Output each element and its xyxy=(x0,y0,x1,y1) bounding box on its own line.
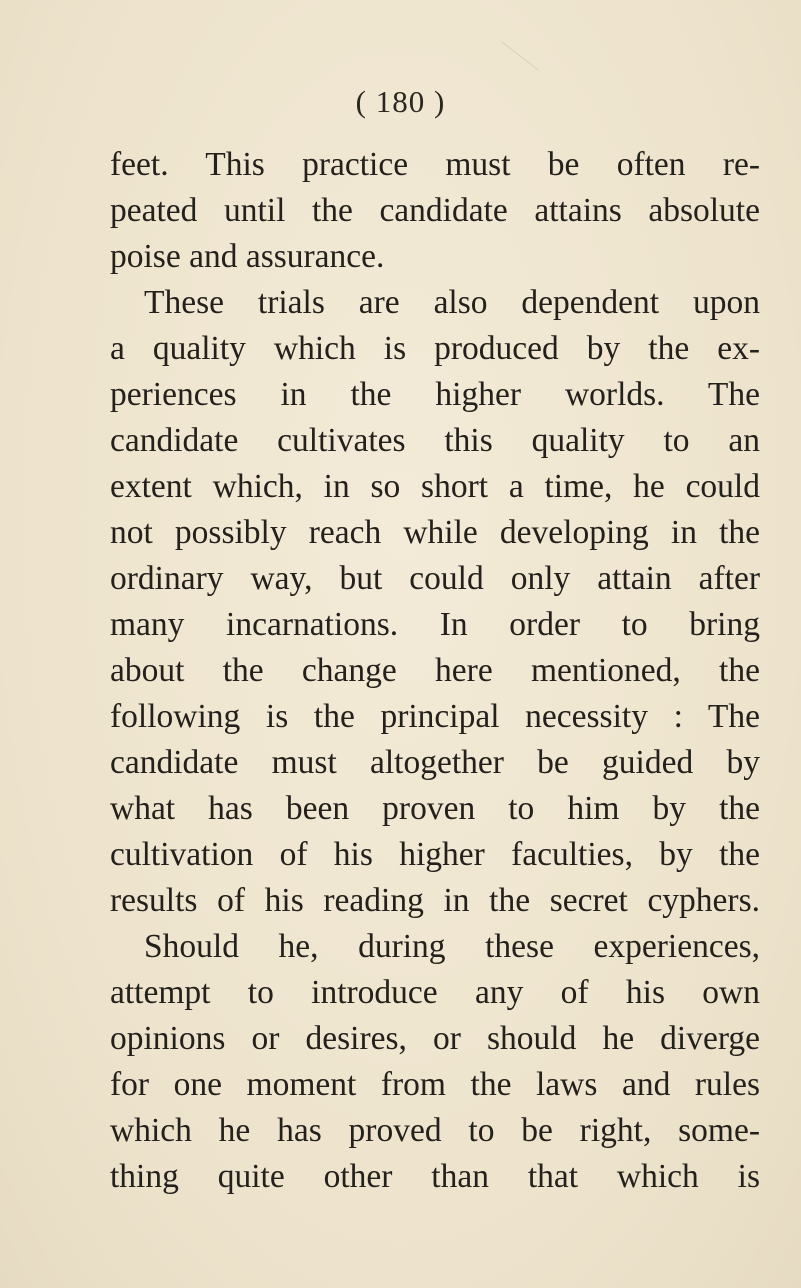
text-line: attempt to introduce any of his own xyxy=(110,974,760,1011)
text-line: Should he, during these experiences, xyxy=(144,928,760,965)
text-line: a quality which is produced by the ex- xyxy=(110,330,760,367)
text-line: extent which, in so short a time, he could xyxy=(110,468,760,505)
text-line: cultivation of his higher faculties, by the xyxy=(110,836,760,873)
text-line: many incarnations. In order to bring xyxy=(110,606,760,643)
text-line: thing quite other than that which is xyxy=(110,1158,760,1195)
text-line: These trials are also dependent upon xyxy=(144,284,760,321)
text-line: which he has proved to be right, some- xyxy=(110,1112,760,1149)
text-line: opinions or desires, or should he diverge xyxy=(110,1020,760,1057)
text-line: ordinary way, but could only attain after xyxy=(110,560,760,597)
page-number: ( 180 ) xyxy=(355,84,446,119)
text-line: periences in the higher worlds. The xyxy=(110,376,760,413)
paper-mark-icon xyxy=(500,40,540,80)
text-line: for one moment from the laws and rules xyxy=(110,1066,760,1103)
text-line: about the change here mentioned, the xyxy=(110,652,760,689)
text-line: candidate cultivates this quality to an xyxy=(110,422,760,459)
text-line: candidate must altogether be guided by xyxy=(110,744,760,781)
text-line: not possibly reach while developing in the xyxy=(110,514,760,551)
text-line: feet. This practice must be often re- xyxy=(110,146,760,183)
text-line: following is the principal necessity : The xyxy=(110,698,760,735)
text-line: results of his reading in the secret cyphers. xyxy=(110,882,760,919)
page-text xyxy=(110,142,760,1200)
text-line: peated until the candidate attains absolute xyxy=(110,192,760,229)
text-line: poise and assurance. xyxy=(110,238,385,275)
text-line: what has been proven to him by the xyxy=(110,790,760,827)
